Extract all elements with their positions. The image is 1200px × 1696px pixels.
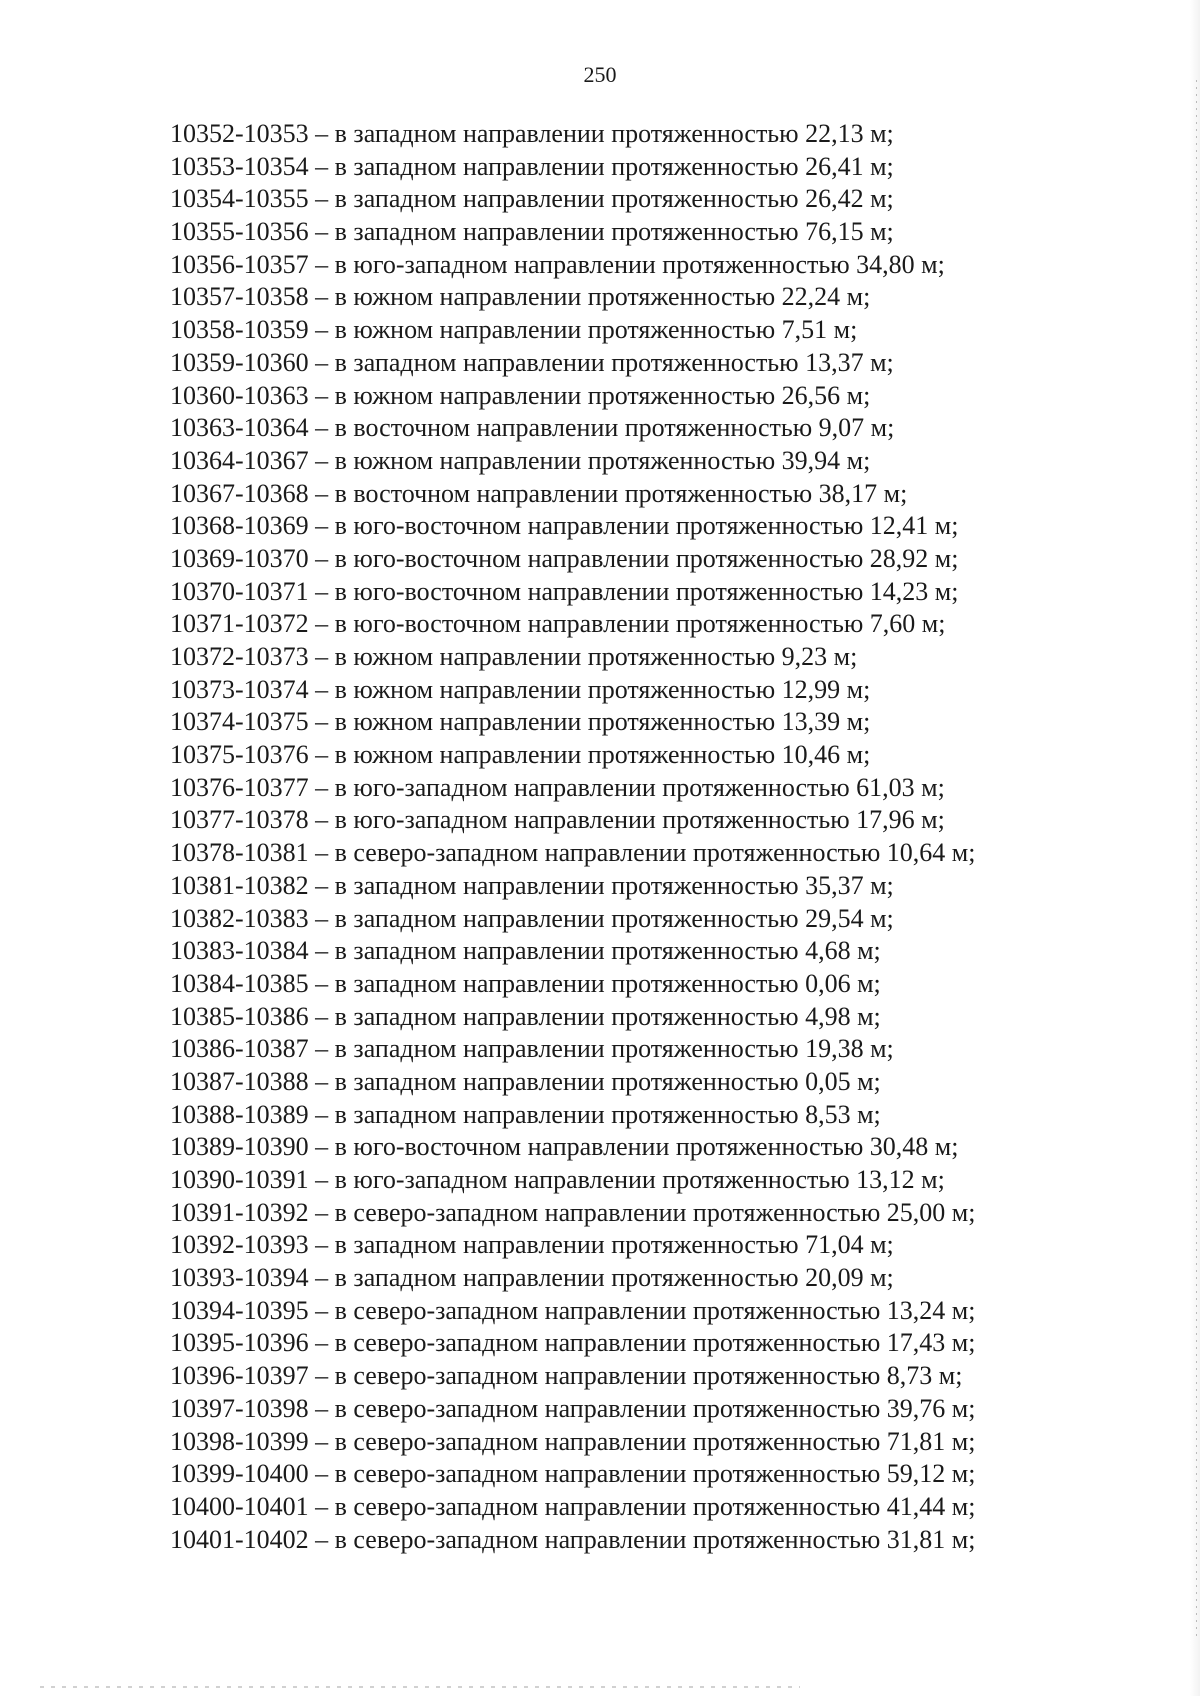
boundary-segment-row: 10356-10357 – в юго-западном направлении протяженностью 34,80 м; [170,249,945,279]
boundary-segment-row: 10390-10391 – в юго-западном направлении протяженностью 13,12 м; [170,1165,945,1194]
boundary-segment-row: 10370-10371 – в юго-восточном направлении протяженностью 14,23 м; [170,576,959,606]
boundary-segment-row: 10368-10369 – в юго-восточном направлении протяженностью 12,41 м; [170,511,959,541]
boundary-segment-row: 10363-10364 – в восточном направлении протяженностью 9,07 м; [170,413,895,443]
boundary-segment-row: 10391-10392 – в северо-западном направлении протяженностью 25,00 м; [170,1197,976,1227]
boundary-segment-row: 10360-10363 – в южном направлении протяженностью 26,56 м; [170,380,871,410]
boundary-segment-row: 10388-10389 – в западном направлении протяженностью 8,53 м; [170,1099,881,1129]
boundary-segment-row: 10397-10398 – в северо-западном направлении протяженностью 39,76 м; [170,1393,976,1423]
boundary-segment-row: 10401-10402 – в северо-западном направлении протяженностью 31,81 м; [170,1524,976,1554]
boundary-segment-row: 10396-10397 – в северо-западном направлении протяженностью 8,73 м; [170,1361,963,1391]
boundary-segment-row: 10375-10376 – в южном направлении протяженностью 10,46 м; [170,740,871,770]
boundary-segment-row: 10358-10359 – в южном направлении протяженностью 7,51 м; [170,315,858,345]
boundary-segment-row: 10399-10400 – в северо-западном направлении протяженностью 59,12 м; [170,1459,976,1489]
boundary-segment-row: 10386-10387 – в западном направлении протяженностью 19,38 м; [170,1034,894,1064]
boundary-segment-row: 10383-10384 – в западном направлении протяженностью 4,68 м; [170,936,881,966]
boundary-segment-row: 10364-10367 – в южном направлении протяженностью 39,94 м; [170,445,871,475]
boundary-segment-row: 10385-10386 – в западном направлении протяженностью 4,98 м; [170,1001,881,1031]
boundary-segment-row: 10371-10372 – в юго-восточном направлении протяженностью 7,60 м; [170,609,946,639]
boundary-segment-row: 10367-10368 – в восточном направлении протяженностью 38,17 м; [170,478,908,508]
boundary-segment-row: 10373-10374 – в южном направлении протяженностью 12,99 м; [170,674,871,704]
scan-bottom-artifact [40,1686,800,1688]
boundary-segment-row: 10357-10358 – в южном направлении протяженностью 22,24 м; [170,282,871,312]
boundary-segment-row: 10395-10396 – в северо-западном направлении протяженностью 17,43 м; [170,1328,976,1358]
boundary-segment-row: 10352-10353 – в западном направлении протяженностью 22,13 м; [170,119,894,148]
boundary-segment-row: 10394-10395 – в северо-западном направлении протяженностью 13,24 м; [170,1295,976,1325]
page-number: 250 [583,62,617,87]
boundary-segment-row: 10398-10399 – в северо-западном направлении протяженностью 71,81 м; [170,1426,976,1456]
boundary-segment-row: 10381-10382 – в западном направлении протяженностью 35,37 м; [170,870,894,900]
boundary-segment-row: 10359-10360 – в западном направлении протяженностью 13,37 м; [170,347,894,377]
boundary-segment-list [170,118,1070,1556]
boundary-segment-row: 10369-10370 – в юго-восточном направлении протяженностью 28,92 м; [170,543,959,573]
boundary-segment-row: 10387-10388 – в западном направлении протяженностью 0,05 м; [170,1066,881,1096]
boundary-segment-row: 10354-10355 – в западном направлении протяженностью 26,42 м; [170,184,894,214]
boundary-segment-row: 10376-10377 – в юго-западном направлении протяженностью 61,03 м; [170,772,945,802]
boundary-segment-row: 10393-10394 – в западном направлении протяженностью 20,09 м; [170,1263,894,1293]
boundary-segment-row: 10353-10354 – в западном направлении протяженностью 26,41 м; [170,151,894,181]
boundary-segment-row: 10355-10356 – в западном направлении протяженностью 76,15 м; [170,217,894,247]
boundary-segment-row: 10392-10393 – в западном направлении протяженностью 71,04 м; [170,1230,894,1260]
boundary-segment-row: 10378-10381 – в северо-западном направлении протяженностью 10,64 м; [170,838,976,868]
boundary-segment-row: 10377-10378 – в юго-западном направлении протяженностью 17,96 м; [170,805,945,835]
boundary-segment-row: 10389-10390 – в юго-восточном направлении протяженностью 30,48 м; [170,1132,959,1162]
boundary-segment-row: 10374-10375 – в южном направлении протяженностью 13,39 м; [170,707,871,737]
boundary-segment-row: 10384-10385 – в западном направлении протяженностью 0,06 м; [170,968,881,998]
scan-edge-artifact [1190,0,1200,1696]
boundary-segment-row: 10400-10401 – в северо-западном направлении протяженностью 41,44 м; [170,1491,976,1521]
boundary-segment-row: 10382-10383 – в западном направлении протяженностью 29,54 м; [170,903,894,933]
boundary-segment-row: 10372-10373 – в южном направлении протяженностью 9,23 м; [170,642,858,671]
